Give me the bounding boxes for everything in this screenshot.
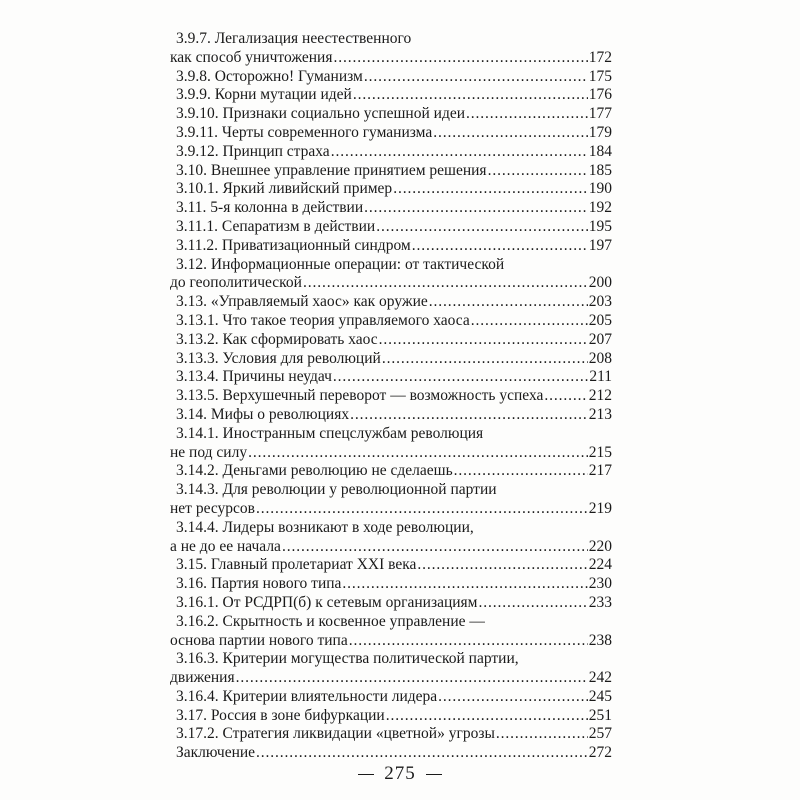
toc-entry[interactable]	[170, 556, 612, 575]
toc-entry-page: 179	[588, 123, 612, 141]
toc-entry-title: 3.13.3. Условия для революций	[176, 349, 381, 367]
dot-leader	[342, 575, 587, 594]
toc-entry-page: 272	[588, 744, 612, 762]
dot-leader	[303, 274, 588, 293]
toc-entry-title: до геополитической	[170, 274, 302, 292]
toc-entry-page: 257	[588, 725, 612, 743]
toc-entry[interactable]	[170, 519, 612, 557]
toc-entry-title: 3.17.2. Стратегия ликвидации «цветной» угрозы	[176, 725, 495, 743]
dot-leader	[350, 406, 588, 425]
dot-leader	[386, 707, 588, 726]
toc-entry-title: 3.16.2. Скрытность и косвенное управление —	[176, 612, 485, 630]
toc-entry-page: 200	[588, 274, 612, 292]
toc-entry-title: 3.16. Партия нового типа	[176, 575, 342, 593]
toc-entry-line	[170, 538, 612, 557]
toc-entry[interactable]	[170, 124, 612, 143]
toc-entry-page: 213	[588, 405, 612, 423]
toc-entry-line	[170, 707, 612, 726]
toc-entry-title: 3.13.1. Что такое теория управляемого хаоса	[176, 311, 470, 329]
toc-entry-line	[170, 575, 612, 594]
toc-entry-page: 192	[588, 199, 612, 217]
dot-leader	[544, 387, 587, 406]
toc-entry-title: 3.11.1. Сепаратизм в действии	[176, 217, 376, 235]
toc-entry-title: как способ уничтожения	[170, 48, 333, 66]
right-dash	[426, 774, 442, 775]
toc-entry-line	[170, 350, 612, 369]
toc-entry[interactable]	[170, 256, 612, 294]
toc-entry-page: 203	[588, 293, 612, 311]
toc-entry[interactable]	[170, 162, 612, 181]
toc-entry-title: 3.9.8. Осторожно! Гуманизм	[176, 67, 363, 85]
toc-entry-title: 3.9.9. Корни мутации идей	[176, 86, 352, 104]
dot-leader	[364, 68, 588, 87]
toc-entry-title: 3.14.1. Иностранным спецслужбам революция	[176, 424, 484, 442]
dot-leader	[433, 124, 588, 143]
toc-entry-line	[170, 86, 612, 105]
toc-entry-line	[170, 669, 612, 688]
toc-entry-line	[170, 500, 612, 519]
toc-entry-title: 3.17. Россия в зоне бифуркации	[176, 706, 385, 724]
dot-leader	[333, 49, 587, 68]
toc-entry-page: 207	[588, 330, 612, 348]
toc-entry[interactable]	[170, 199, 612, 218]
toc-entry-title: 3.15. Главный пролетариат XXI века	[176, 556, 417, 574]
toc-entry[interactable]	[170, 406, 612, 425]
toc-entry-title: 3.14. Мифы о революциях	[176, 405, 350, 423]
toc-entry-page: 217	[588, 462, 612, 480]
toc-entry-line	[170, 406, 612, 425]
toc-entry-page: 224	[588, 556, 612, 574]
toc-entry-page: 177	[588, 105, 612, 123]
table-of-contents	[170, 30, 612, 763]
toc-entry-title: 3.13. «Управляемый хаос» как оружие	[176, 293, 428, 311]
toc-entry-title: 3.12. Информационные операции: от тактической	[176, 255, 505, 273]
dot-leader	[331, 143, 588, 162]
dot-leader	[471, 312, 588, 331]
dot-leader	[376, 218, 588, 237]
toc-entry-line	[170, 594, 612, 613]
toc-entry[interactable]	[170, 481, 612, 519]
toc-entry-line	[170, 256, 612, 275]
dot-leader	[256, 744, 588, 763]
dot-leader	[282, 538, 588, 557]
toc-entry-page: 238	[588, 631, 612, 649]
dot-leader	[382, 350, 588, 369]
toc-entry-page: 205	[588, 311, 612, 329]
toc-entry-page: 242	[588, 669, 612, 687]
toc-entry-line	[170, 688, 612, 707]
toc-entry-line	[170, 725, 612, 744]
dot-leader	[488, 162, 588, 181]
toc-entry[interactable]	[170, 707, 612, 726]
toc-entry-line	[170, 143, 612, 162]
toc-entry-page: 251	[588, 706, 612, 724]
toc-entry-title: а не до ее начала	[170, 537, 281, 555]
dot-leader	[417, 556, 587, 575]
toc-entry-page: 211	[589, 368, 612, 386]
dot-leader	[248, 444, 588, 463]
toc-entry-line	[170, 105, 612, 124]
toc-entry[interactable]	[170, 575, 612, 594]
toc-entry-line	[170, 68, 612, 87]
toc-entry-line	[170, 444, 612, 463]
toc-entry-title: 3.16.1. От РСДРП(б) к сетевым организациям	[176, 593, 478, 611]
toc-entry[interactable]	[170, 613, 612, 651]
toc-entry-title: 3.13.4. Причины неудач	[176, 368, 332, 386]
dot-leader	[353, 86, 588, 105]
toc-entry-title: 3.14.3. Для революции у революционной партии	[176, 481, 497, 499]
toc-entry-title: 3.10. Внешнее управление принятием решения	[176, 161, 487, 179]
toc-entry-title: 3.11.2. Приватизационный синдром	[176, 236, 411, 254]
toc-entry-line	[170, 312, 612, 331]
toc-entry-line	[170, 744, 612, 763]
dot-leader	[478, 594, 587, 613]
toc-entry[interactable]	[170, 650, 612, 688]
toc-entry[interactable]	[170, 725, 612, 744]
toc-entry-line	[170, 199, 612, 218]
toc-entry-line	[170, 180, 612, 199]
toc-entry[interactable]	[170, 105, 612, 124]
toc-entry-line	[170, 462, 612, 481]
toc-entry-page: 175	[588, 67, 612, 85]
page-number: 275	[384, 763, 416, 784]
toc-entry-page: 208	[588, 349, 612, 367]
toc-entry[interactable]	[170, 30, 612, 68]
toc-entry-page: 176	[588, 86, 612, 104]
page-number-footer	[0, 763, 800, 785]
toc-entry-line	[170, 162, 612, 181]
toc-entry[interactable]	[170, 425, 612, 463]
toc-entry-page: 233	[588, 593, 612, 611]
toc-entry-line	[170, 218, 612, 237]
dot-leader	[256, 500, 588, 519]
dot-leader	[496, 725, 588, 744]
toc-entry-title: 3.11. 5-я колонна в действии	[176, 199, 364, 217]
toc-entry[interactable]	[170, 68, 612, 87]
toc-entry-line	[170, 368, 612, 387]
toc-entry-title: 3.16.3. Критерии могущества политической партии,	[176, 650, 519, 668]
dot-leader	[333, 368, 588, 387]
toc-entry-line	[170, 237, 612, 256]
toc-entry-line	[170, 613, 612, 632]
dot-leader	[364, 199, 588, 218]
toc-entry-title: 3.9.7. Легализация неестественного	[176, 30, 412, 47]
toc-entry-title: 3.16.4. Критерии влиятельности лидера	[176, 687, 438, 705]
toc-entry-line	[170, 387, 612, 406]
toc-entry-title: 3.14.2. Деньгами революцию не сделаешь	[176, 462, 453, 480]
toc-entry[interactable]	[170, 350, 612, 369]
toc-entry[interactable]	[170, 86, 612, 105]
toc-entry-title: не под силу	[170, 443, 248, 461]
toc-entry-page: 245	[588, 687, 612, 705]
toc-entry-title: нет ресурсов	[170, 499, 255, 517]
toc-entry-line	[170, 556, 612, 575]
toc-entry-line	[170, 632, 612, 651]
toc-entry[interactable]	[170, 744, 612, 763]
toc-entry-title: Заключение	[176, 744, 256, 762]
toc-entry[interactable]	[170, 387, 612, 406]
toc-entry-page: 184	[588, 142, 612, 160]
toc-entry-title: 3.13.5. Верхушечный переворот — возможность успеха	[176, 387, 544, 405]
toc-entry-title: движения	[170, 669, 235, 687]
dot-leader	[429, 293, 588, 312]
left-dash	[358, 774, 374, 775]
toc-entry-title: 3.14.4. Лидеры возникают в ходе революции,	[176, 518, 474, 536]
dot-leader	[393, 180, 588, 199]
dot-leader	[454, 462, 588, 481]
toc-entry-page: 190	[588, 180, 612, 198]
toc-entry-line	[170, 49, 612, 68]
toc-entry-page: 215	[588, 443, 612, 461]
dot-leader	[236, 669, 588, 688]
toc-entry[interactable]	[170, 143, 612, 162]
toc-entry-line	[170, 331, 612, 350]
toc-entry[interactable]	[170, 293, 612, 312]
toc-entry[interactable]	[170, 462, 612, 481]
toc-entry-page: 212	[588, 387, 612, 405]
toc-entry-page: 219	[588, 499, 612, 517]
toc-entry-page: 185	[588, 161, 612, 179]
dot-leader	[379, 331, 588, 350]
toc-entry-title: 3.9.10. Признаки социально успешной идеи	[176, 105, 466, 123]
dot-leader	[466, 105, 588, 124]
toc-entry-title: основа партии нового типа	[170, 631, 348, 649]
dot-leader	[412, 237, 588, 256]
toc-entry-page: 172	[588, 48, 612, 66]
toc-entry-title: 3.9.11. Черты современного гуманизма	[176, 123, 433, 141]
toc-entry-line	[170, 30, 612, 49]
toc-entry-page: 230	[588, 575, 612, 593]
toc-entry[interactable]	[170, 180, 612, 199]
toc-entry-page: 195	[588, 217, 612, 235]
dot-leader	[349, 632, 588, 651]
toc-entry[interactable]	[170, 368, 612, 387]
toc-entry-title: 3.9.12. Принцип страха	[176, 142, 330, 160]
toc-entry-line	[170, 519, 612, 538]
toc-entry-line	[170, 650, 612, 669]
toc-entry[interactable]	[170, 594, 612, 613]
toc-entry-page: 197	[588, 236, 612, 254]
toc-entry[interactable]	[170, 218, 612, 237]
toc-entry-line	[170, 274, 612, 293]
toc-entry[interactable]	[170, 331, 612, 350]
toc-entry-line	[170, 481, 612, 500]
toc-entry-line	[170, 293, 612, 312]
toc-entry[interactable]	[170, 312, 612, 331]
toc-entry-page: 220	[588, 537, 612, 555]
toc-entry[interactable]	[170, 237, 612, 256]
toc-entry-line	[170, 124, 612, 143]
toc-entry[interactable]	[170, 688, 612, 707]
toc-entry-title: 3.13.2. Как сформировать хаос	[176, 330, 378, 348]
toc-entry-line	[170, 425, 612, 444]
dot-leader	[438, 688, 588, 707]
toc-entry-title: 3.10.1. Яркий ливийский пример	[176, 180, 393, 198]
